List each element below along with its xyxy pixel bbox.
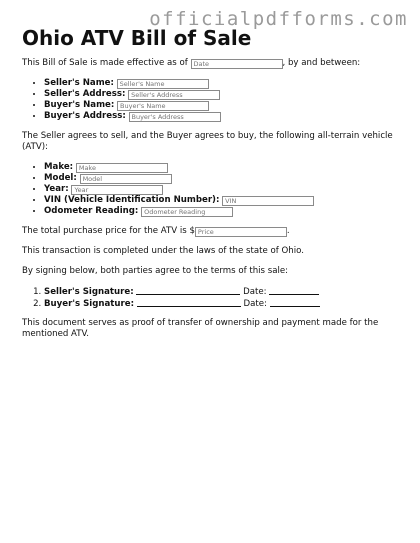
vin-field[interactable] bbox=[222, 196, 314, 206]
list-item bbox=[44, 162, 402, 173]
buyer-signature-line[interactable] bbox=[137, 298, 241, 307]
list-item bbox=[44, 89, 402, 100]
list-item bbox=[44, 111, 402, 122]
year-label: Year: bbox=[44, 184, 69, 194]
buyer-date-line[interactable] bbox=[270, 298, 320, 307]
price-text-after: . bbox=[286, 226, 290, 236]
buyer-name-label: Buyer's Name: bbox=[44, 100, 115, 110]
price-field[interactable] bbox=[195, 227, 287, 237]
price-paragraph bbox=[22, 226, 402, 237]
make-label: Make: bbox=[44, 162, 74, 172]
buyer-signature-label: Buyer's Signature: bbox=[44, 298, 135, 309]
intro-paragraph bbox=[22, 58, 402, 69]
buyer-address-label: Buyer's Address: bbox=[44, 111, 126, 121]
list-item bbox=[44, 206, 402, 217]
seller-signature-label: Seller's Signature: bbox=[44, 287, 134, 297]
date-field[interactable] bbox=[191, 59, 283, 69]
model-field[interactable] bbox=[80, 174, 172, 184]
price-text: The total purchase price for the ATV is $ bbox=[22, 226, 195, 236]
buyer-name-field[interactable] bbox=[117, 101, 209, 111]
list-item bbox=[44, 286, 402, 298]
page-title: Ohio ATV Bill of Sale bbox=[22, 26, 252, 50]
signature-list bbox=[22, 286, 402, 309]
list-item bbox=[44, 195, 402, 206]
intro-text: This Bill of Sale is made effective as of bbox=[22, 58, 188, 68]
list-item bbox=[44, 100, 402, 111]
vin-label: VIN (Vehicle Identification Number): bbox=[44, 195, 220, 205]
closing-paragraph: This document serves as proof of transfer of ownership and payment made for the mentioned ATV. bbox=[22, 318, 379, 340]
buyer-date-label: Date: bbox=[243, 298, 267, 309]
model-label: Model: bbox=[44, 173, 77, 183]
signing-intro: By signing below, both parties agree to the terms of this sale: bbox=[22, 266, 289, 276]
agreement-paragraph: The Seller agrees to sell, and the Buyer agrees to buy, the following all-terrain vehicle (ATV): bbox=[22, 131, 393, 152]
list-item bbox=[44, 173, 402, 184]
seller-name-label: Seller's Name: bbox=[44, 78, 114, 88]
seller-address-field[interactable] bbox=[128, 90, 220, 100]
seller-signature-line[interactable] bbox=[136, 286, 240, 295]
seller-name-field[interactable] bbox=[117, 79, 209, 89]
seller-date-label: Date: bbox=[243, 287, 267, 297]
buyer-address-field[interactable] bbox=[129, 112, 221, 122]
list-item bbox=[44, 184, 402, 195]
list-item bbox=[44, 78, 402, 89]
vehicle-list bbox=[22, 162, 402, 217]
intro-text-after: , by and between: bbox=[282, 58, 361, 68]
watermark: officialpdfforms.com bbox=[149, 8, 408, 30]
odometer-field[interactable] bbox=[141, 207, 233, 217]
odometer-label: Odometer Reading: bbox=[44, 206, 139, 216]
seller-date-line[interactable] bbox=[269, 286, 319, 295]
document-body bbox=[22, 58, 402, 349]
list-item bbox=[44, 298, 402, 310]
year-field[interactable] bbox=[71, 185, 163, 195]
law-paragraph: This transaction is completed under the laws of the state of Ohio. bbox=[22, 246, 304, 256]
make-field[interactable] bbox=[76, 163, 168, 173]
parties-list bbox=[22, 78, 402, 122]
seller-address-label: Seller's Address: bbox=[44, 89, 126, 99]
